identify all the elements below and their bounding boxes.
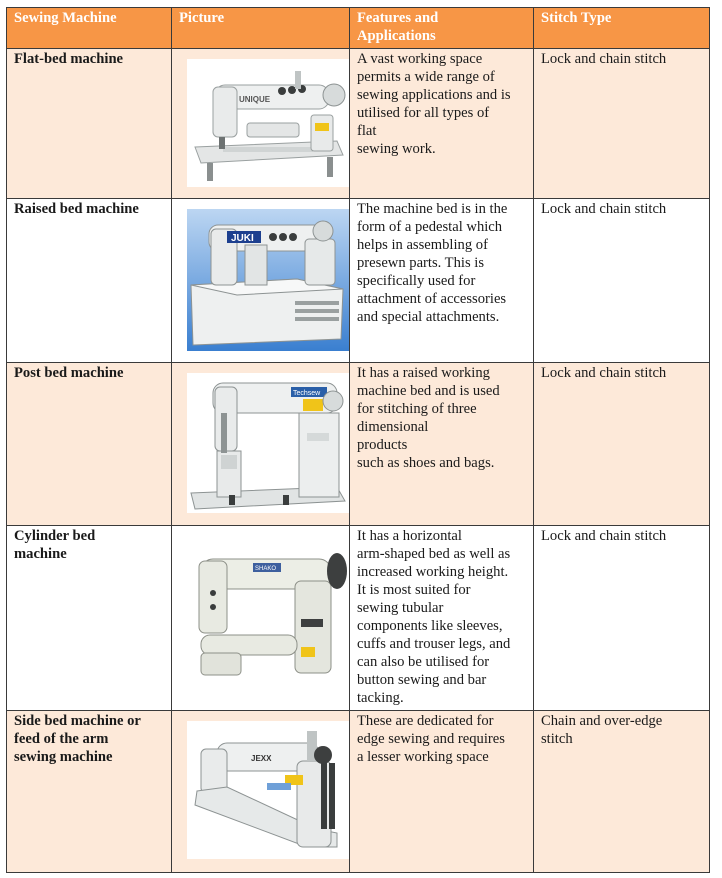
svg-text:JUKI: JUKI	[231, 233, 254, 244]
svg-text:SHAKO: SHAKO	[255, 566, 277, 572]
stitch-type: Lock and chain stitch	[534, 363, 710, 526]
sewing-machine-table	[6, 7, 710, 873]
cylinder-bed-sewing-machine-photo	[187, 547, 349, 697]
table-row	[7, 526, 710, 711]
machine-name: Flat-bed machine	[7, 49, 172, 199]
stitch-type: Chain and over-edge stitch	[534, 711, 710, 873]
machine-name: Cylinder bed machine	[7, 526, 172, 711]
svg-text:UNIQUE: UNIQUE	[239, 95, 271, 104]
machine-name: Side bed machine or feed of the arm sewing machine	[7, 711, 172, 873]
table-row	[7, 711, 710, 873]
stitch-type: Lock and chain stitch	[534, 49, 710, 199]
post-bed-sewing-machine-photo	[187, 373, 349, 513]
feed-off-the-arm-sewing-machine-photo	[187, 721, 349, 859]
stitch-type: Lock and chain stitch	[534, 526, 710, 711]
table-row	[7, 363, 710, 526]
table-header-row	[7, 8, 710, 49]
picture-cell	[172, 526, 350, 711]
header-picture: Picture	[172, 8, 350, 49]
features-text: These are dedicated for edge sewing and requires a lesser working space	[350, 711, 534, 873]
picture-cell	[172, 711, 350, 873]
raised-bed-sewing-machine-photo	[187, 209, 349, 351]
header-sewing-machine: Sewing Machine	[7, 8, 172, 49]
svg-text:Techsew: Techsew	[293, 390, 321, 397]
header-features: Features and Applications	[350, 8, 534, 49]
svg-text:JEXX: JEXX	[251, 754, 272, 763]
header-stitch-type: Stitch Type	[534, 8, 710, 49]
machine-name: Raised bed machine	[7, 199, 172, 363]
flat-bed-sewing-machine-photo	[187, 59, 349, 187]
picture-cell	[172, 49, 350, 199]
table-row	[7, 49, 710, 199]
picture-cell	[172, 363, 350, 526]
picture-cell	[172, 199, 350, 363]
machine-name: Post bed machine	[7, 363, 172, 526]
features-text: It has a raised working machine bed and is used for stitching of three dimensional products such as shoes and bags.	[350, 363, 534, 526]
features-text: It has a horizontal arm-shaped bed as well as increased working height. It is most suited for sewing tubular components like sleeves, cuffs and trouser legs, and can also be utilised for button sewing and bar tacking.	[350, 526, 534, 711]
features-text: A vast working space permits a wide range of sewing applications and is utilised for all types of flat sewing work.	[350, 49, 534, 199]
table-row	[7, 199, 710, 363]
stitch-type: Lock and chain stitch	[534, 199, 710, 363]
features-text: The machine bed is in the form of a pedestal which helps in assembling of presewn parts. This is specifically used for attachment of accessories and special attachments.	[350, 199, 534, 363]
